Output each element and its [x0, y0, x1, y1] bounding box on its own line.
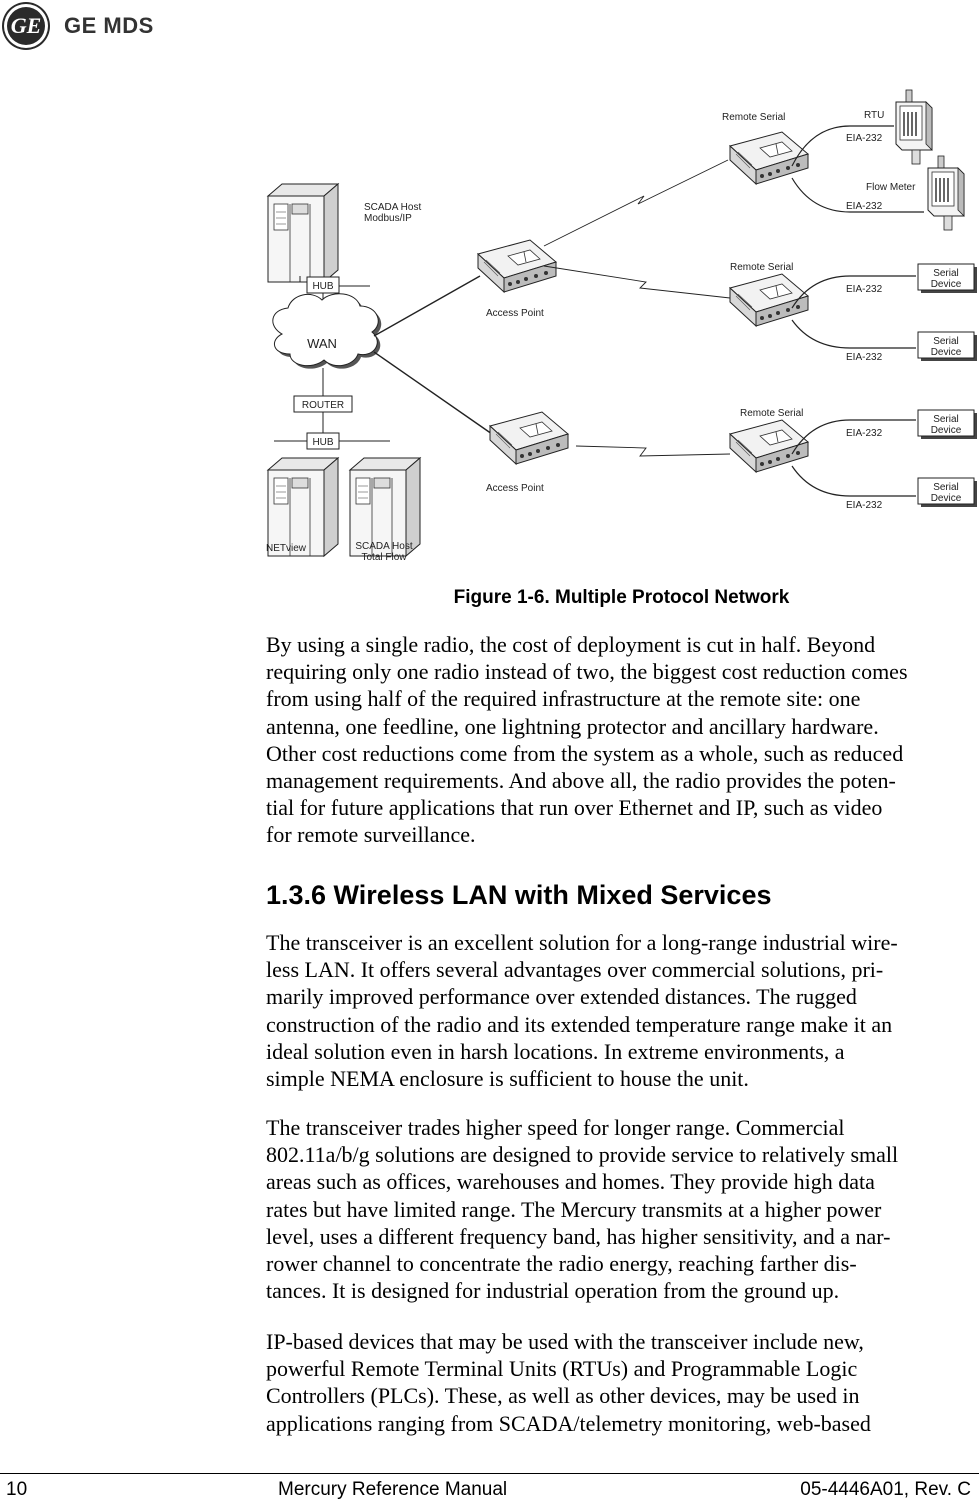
router: [294, 396, 352, 412]
access-point-2-label: Access Point: [486, 483, 544, 494]
footer-doc-id: 05-4446A01, Rev. C: [800, 1479, 971, 1500]
remote-serial-radio-3: [730, 420, 808, 472]
text-line: IP-based devices that may be used with the transceiver include new,: [266, 1329, 864, 1354]
hub-top: [307, 277, 339, 293]
text-line: The transceiver trades higher speed for longer range. Commercial: [266, 1115, 845, 1140]
text-line: applications ranging from SCADA/telemetry monitoring, web-based: [266, 1410, 871, 1436]
eia-232-label-5: EIA-232: [846, 428, 883, 439]
wan-cloud: [273, 294, 381, 369]
text-line: level, uses a different frequency band, has higher sensitivity, and a nar-: [266, 1223, 891, 1249]
text-line: less LAN. It offers several advantages over commercial solutions, pri-: [266, 957, 884, 983]
access-point-radio-2: [490, 412, 568, 464]
eia-232-label-2: EIA-232: [846, 201, 883, 212]
hub-bottom-label: HUB: [312, 437, 334, 448]
serial-device-1: [918, 264, 977, 293]
scada-host-totalflow-label-2: Total Flow: [361, 552, 407, 563]
figure-caption: Figure 1-6. Multiple Protocol Network: [453, 587, 790, 608]
hub-bottom: [307, 433, 339, 449]
serial-device-4-label-1: Serial: [933, 482, 959, 493]
serial-device-3-label-1: Serial: [933, 414, 959, 425]
flow-meter-label: Flow Meter: [866, 182, 916, 193]
footer-title: Mercury Reference Manual: [278, 1479, 508, 1500]
scada-host-modbus-label-2: Modbus/IP: [364, 213, 412, 224]
text-line: rates but have limited range. The Mercury transmits at a higher power: [266, 1196, 882, 1222]
footer-page-number: 10: [6, 1479, 28, 1500]
text-line: rower channel to concentrate the radio energy, reaching farther dis-: [266, 1251, 857, 1277]
eia-232-label-6: EIA-232: [846, 500, 883, 511]
text-line: antenna, one feedline, one lightning protector and ancillary hardware.: [266, 713, 879, 739]
text-line: The transceiver is an excellent solution for a long-range industrial wire-: [266, 930, 898, 955]
text-line: for remote surveillance.: [266, 822, 476, 848]
serial-device-2: [918, 332, 977, 361]
network-diagram-svg: [260, 86, 979, 576]
rtu-device-icon: [896, 90, 932, 164]
text-line: from using half of the required infrastructure at the remote site: one: [266, 686, 861, 712]
text-line: Controllers (PLCs). These, as well as other devices, may be used in: [266, 1383, 860, 1409]
remote-serial-3-label: Remote Serial: [740, 408, 804, 419]
text-line: requiring only one radio instead of two, the biggest cost reduction comes: [266, 659, 908, 685]
ge-monogram-icon: GE: [4, 4, 48, 48]
remote-serial-2-label: Remote Serial: [730, 262, 794, 273]
text-line: tances. It is designed for industrial operation from the ground up.: [266, 1278, 840, 1304]
remote-serial-radio-2: [730, 274, 808, 326]
paragraph-wireless-lan: [266, 929, 974, 1092]
brand-name: GE MDS: [64, 13, 154, 38]
text-line: simple NEMA enclosure is sufficient to house the unit.: [266, 1066, 749, 1092]
text-line: Other cost reductions come from the system as a whole, such as reduced: [266, 740, 904, 766]
paragraph-cost: [266, 631, 974, 849]
access-point-1-label: Access Point: [486, 308, 544, 319]
paragraph-ip-devices: [266, 1328, 974, 1437]
network-diagram: [260, 86, 979, 576]
netview-label: NETview: [266, 543, 307, 554]
serial-device-2-label-2: Device: [930, 347, 962, 358]
eia-232-label-3: EIA-232: [846, 284, 883, 295]
section-heading: 1.3.6 Wireless LAN with Mixed Services: [266, 880, 772, 910]
text-line: By using a single radio, the cost of deployment is cut in half. Beyond: [266, 632, 876, 657]
scada-host-modbus-server: [268, 184, 338, 282]
serial-device-1-label-2: Device: [930, 279, 962, 290]
eia-232-label-4: EIA-232: [846, 352, 883, 363]
eia-232-label-1: EIA-232: [846, 133, 883, 144]
remote-serial-1-label: Remote Serial: [722, 112, 786, 123]
text-line: powerful Remote Terminal Units (RTUs) and Programmable Logic: [266, 1356, 858, 1382]
text-line: management requirements. And above all, the radio provides the poten-: [266, 768, 896, 794]
serial-device-4: [918, 478, 977, 507]
text-line: 802.11a/b/g solutions are designed to provide service to relatively small: [266, 1142, 899, 1168]
footer-rule: [0, 1473, 979, 1474]
netview-server: [268, 458, 338, 556]
text-line: areas such as offices, warehouses and homes. They provide high data: [266, 1169, 875, 1195]
ge-mds-logo: [4, 4, 154, 48]
paragraph-speed-range: [266, 1114, 974, 1304]
scada-host-totalflow-label-1: SCADA Host: [355, 541, 413, 552]
serial-device-1-label-1: Serial: [933, 268, 959, 279]
scada-host-modbus-label-1: SCADA Host: [364, 202, 422, 213]
text-line: tial for future applications that run over Ethernet and IP, such as video: [266, 795, 883, 821]
serial-device-3-label-2: Device: [930, 425, 962, 436]
serial-device-2-label-1: Serial: [933, 336, 959, 347]
text-line: ideal solution even in harsh locations. In extreme environments, a: [266, 1038, 845, 1064]
serial-device-3: [918, 410, 977, 439]
router-label: ROUTER: [301, 400, 345, 411]
rtu-label: RTU: [864, 110, 885, 121]
text-line: marily improved performance over extended distances. The rugged: [266, 984, 857, 1010]
hub-top-label: HUB: [312, 281, 334, 292]
serial-device-4-label-2: Device: [930, 493, 962, 504]
text-line: construction of the radio and its extended temperature range make it an: [266, 1011, 893, 1037]
flow-meter-device-icon: [928, 156, 964, 230]
wan-label: WAN: [307, 336, 337, 351]
